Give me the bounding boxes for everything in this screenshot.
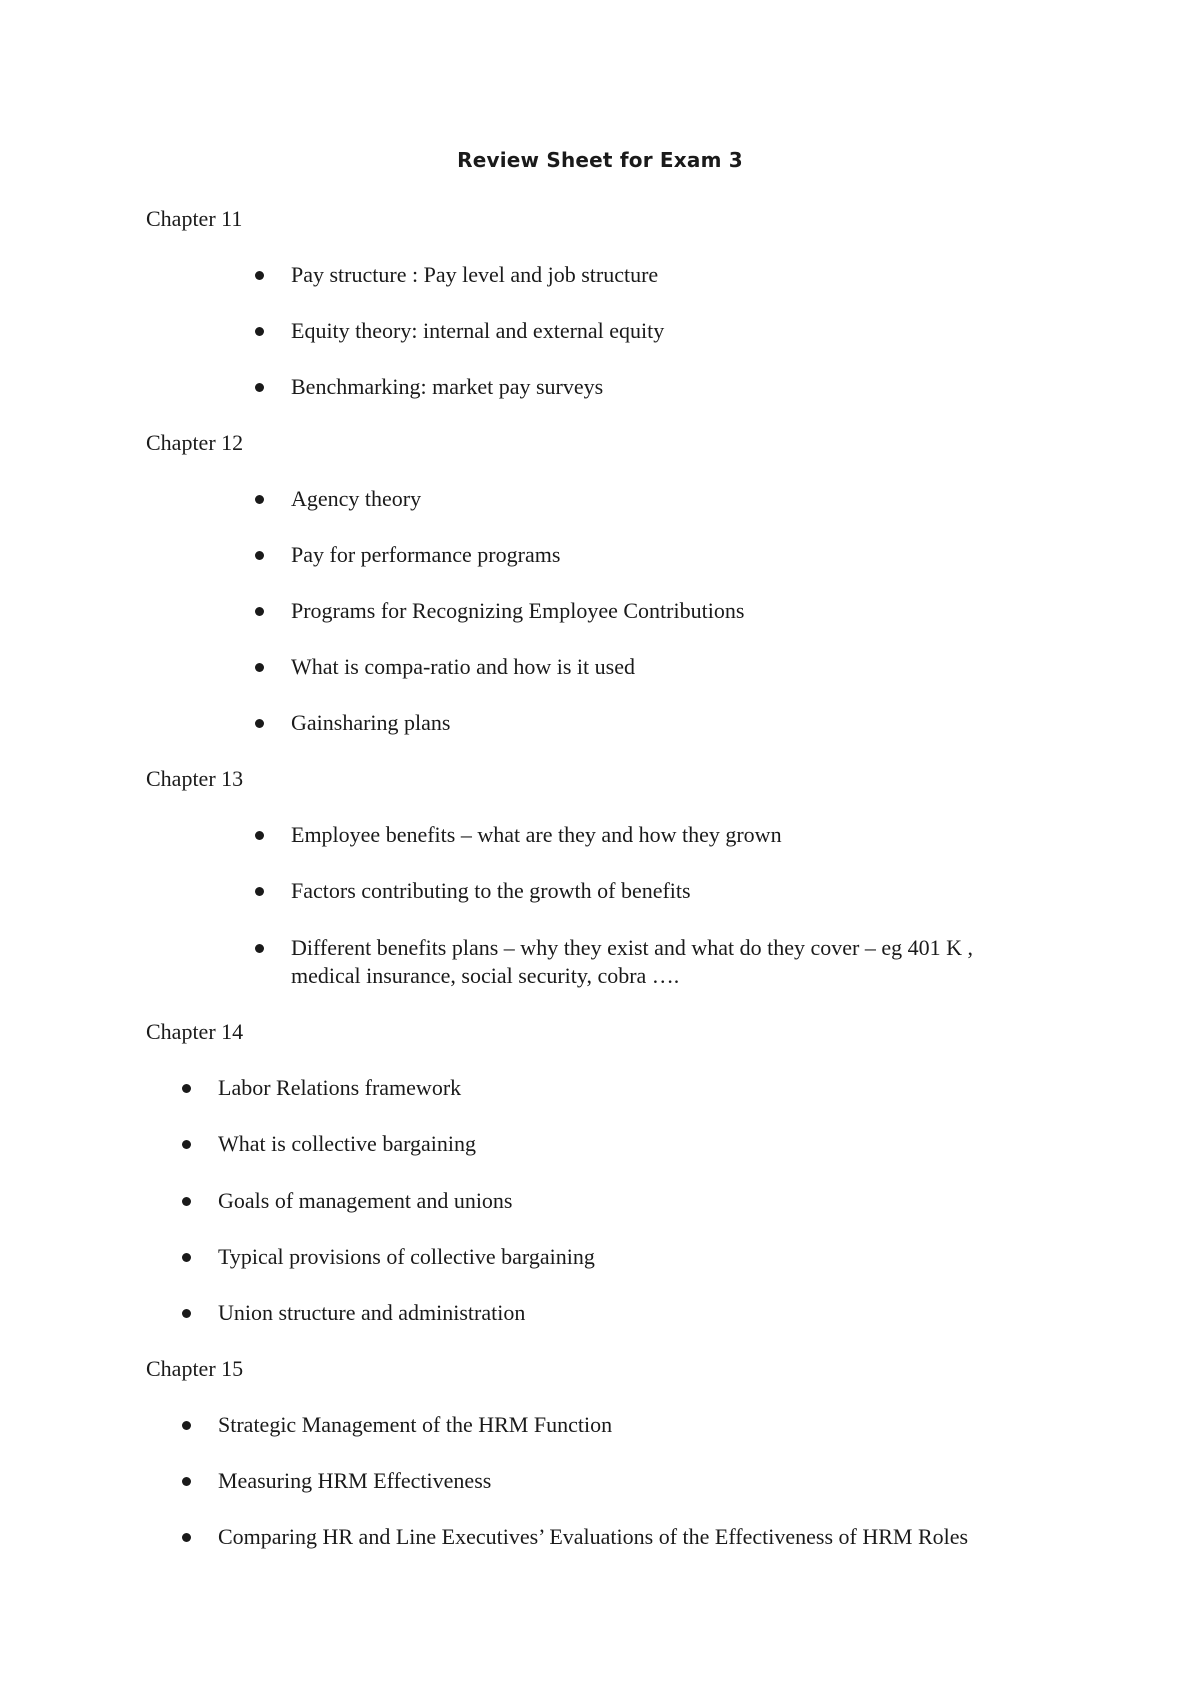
list-item xyxy=(218,1411,612,1439)
list-item xyxy=(218,1523,968,1551)
list-item-text: Factors contributing to the growth of benefits xyxy=(291,878,691,903)
bullet-icon xyxy=(255,944,264,953)
list-item-text: Pay for performance programs xyxy=(291,542,561,567)
list-item-text: Employee benefits – what are they and how they grown xyxy=(291,822,782,847)
chapter-14-heading: Chapter 14 xyxy=(146,1019,244,1044)
list-item-text: Agency theory xyxy=(291,486,422,511)
list-item xyxy=(218,1187,513,1215)
list-item xyxy=(291,261,658,289)
bullet-icon xyxy=(255,495,264,504)
list-item-text: Typical provisions of collective bargaining xyxy=(218,1244,595,1269)
list-item xyxy=(218,1130,476,1158)
list-item-text: What is compa-ratio and how is it used xyxy=(291,654,635,679)
chapter-12-heading: Chapter 12 xyxy=(146,430,244,455)
bullet-icon xyxy=(255,663,264,672)
chapter-13-heading: Chapter 13 xyxy=(146,766,244,791)
list-item-text: Different benefits plans – why they exist and what do they cover – eg 401 K , xyxy=(291,935,974,960)
bullet-icon xyxy=(182,1533,191,1542)
list-item xyxy=(291,597,744,625)
list-item xyxy=(218,1467,491,1495)
list-item-text: Strategic Management of the HRM Function xyxy=(218,1412,613,1437)
list-item xyxy=(291,877,691,905)
list-item xyxy=(291,541,560,569)
list-item-text: Goals of management and unions xyxy=(218,1188,513,1213)
bullet-icon xyxy=(182,1084,191,1093)
list-item xyxy=(218,1074,461,1102)
list-item xyxy=(291,653,635,681)
list-item-text: Labor Relations framework xyxy=(218,1075,462,1100)
bullet-icon xyxy=(255,607,264,616)
list-item xyxy=(291,709,450,737)
bullet-icon xyxy=(255,327,264,336)
list-item-text: What is collective bargaining xyxy=(218,1131,477,1156)
list-item xyxy=(218,1299,525,1327)
list-item-text: Comparing HR and Line Executives’ Evaluations of the Effectiveness of HRM Roles xyxy=(218,1524,969,1549)
list-item xyxy=(291,934,973,990)
bullet-icon xyxy=(182,1197,191,1206)
list-item xyxy=(218,1243,595,1271)
list-item-text: Gainsharing plans xyxy=(291,710,451,735)
bullet-icon xyxy=(255,831,264,840)
bullet-icon xyxy=(255,271,264,280)
chapter-11-heading: Chapter 11 xyxy=(146,206,243,231)
list-item-text: Benchmarking: market pay surveys xyxy=(291,374,604,399)
bullet-icon xyxy=(182,1477,191,1486)
bullet-icon xyxy=(255,719,264,728)
list-item-text: Union structure and administration xyxy=(218,1300,526,1325)
bullet-icon xyxy=(255,383,264,392)
bullet-icon xyxy=(182,1421,191,1430)
list-item xyxy=(291,373,603,401)
list-item-text-continuation: medical insurance, social security, cobra …. xyxy=(291,963,680,988)
bullet-icon xyxy=(182,1140,191,1149)
list-item-text: Equity theory: internal and external equity xyxy=(291,318,665,343)
list-item-text: Pay structure : Pay level and job structure xyxy=(291,262,659,287)
list-item-text: Measuring HRM Effectiveness xyxy=(218,1468,492,1493)
list-item xyxy=(291,485,421,513)
bullet-icon xyxy=(255,551,264,560)
bullet-icon xyxy=(182,1253,191,1262)
chapter-15-heading: Chapter 15 xyxy=(146,1356,244,1381)
bullet-icon xyxy=(182,1309,191,1318)
bullet-icon xyxy=(255,887,264,896)
list-item xyxy=(291,821,782,849)
list-item-text: Programs for Recognizing Employee Contributions xyxy=(291,598,745,623)
document-title: Review Sheet for Exam 3 xyxy=(457,148,743,172)
list-item xyxy=(291,317,664,345)
